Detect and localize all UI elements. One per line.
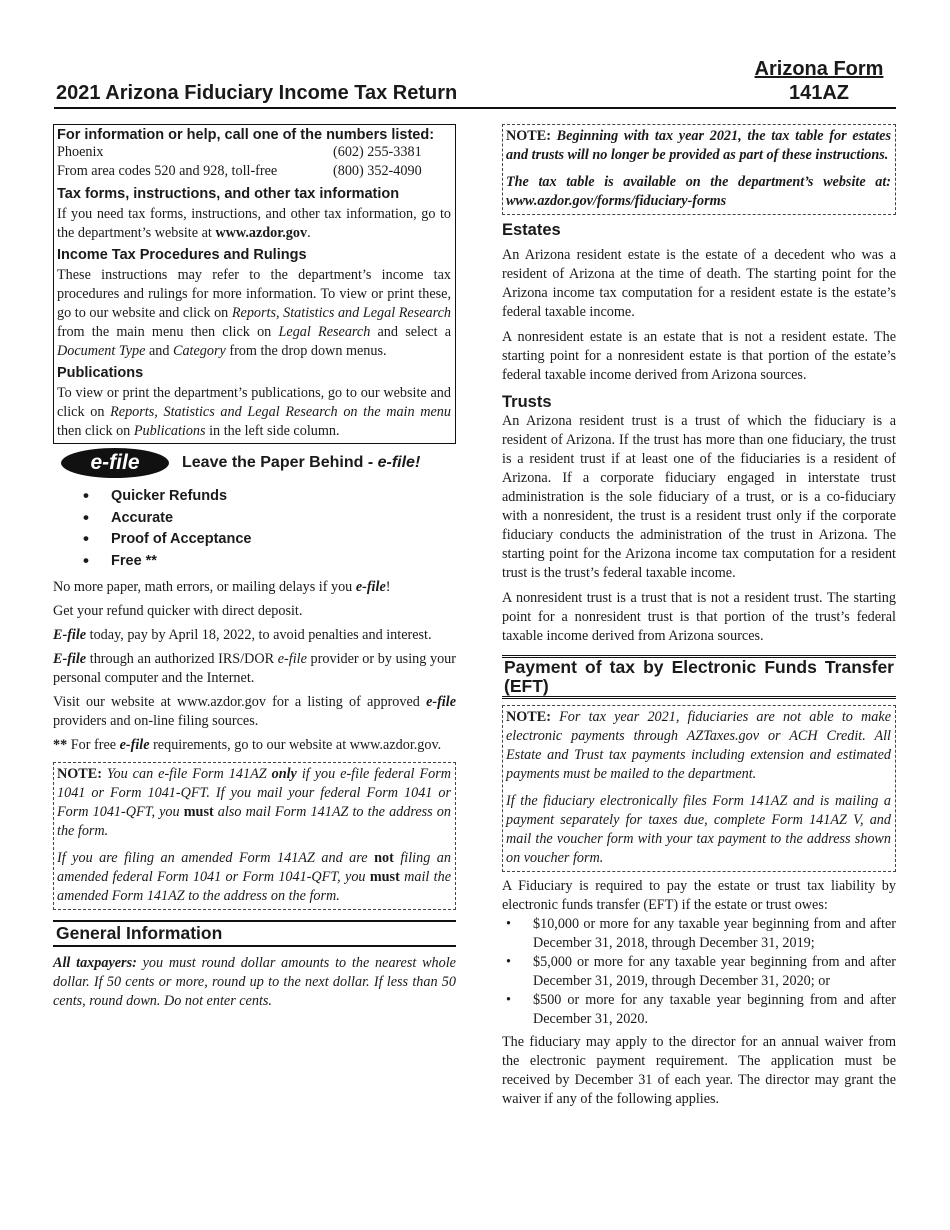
efile-paragraph-5	[53, 693, 456, 731]
efile-paragraph-1	[53, 578, 456, 597]
eft-intro: A Fiduciary is required to pay the estate or trust tax liability by electronic funds transfer (EFT) if the estate or trust owes:	[502, 878, 896, 913]
text: Reports, Statistics and Legal Research	[231, 305, 451, 321]
text: Beginning with tax year 2021, the tax table for estates and trusts will no longer be provided as part of these instructions.	[506, 128, 891, 163]
text: **	[53, 737, 68, 754]
note-paragraph-1	[506, 127, 891, 165]
right-column	[502, 124, 896, 1109]
forms-paragraph	[57, 205, 451, 243]
efile-paragraph-6	[53, 736, 456, 755]
form-number: 141AZ	[788, 82, 850, 104]
text: also mail Form 141AZ to the address on the form.	[57, 804, 451, 840]
list-item: • Proof of Acceptance	[83, 529, 456, 551]
text: requirements, go to our website at www.azdor.gov.	[149, 737, 442, 754]
website-link[interactable]: www.azdor.gov	[215, 225, 308, 241]
general-info-heading-bar	[53, 920, 456, 947]
efile-paragraph-2: Get your refund quicker with direct deposit.	[53, 603, 303, 620]
text: Visit our website at www.azdor.gov for a listing of approved	[53, 694, 427, 711]
text: e-file	[119, 737, 150, 754]
text: Publications	[133, 423, 206, 439]
list-item: • Free **	[83, 551, 456, 573]
note-paragraph-1	[506, 708, 891, 784]
eft-heading: Payment of tax by Electronic Funds Transfer (EFT)	[504, 657, 894, 696]
procedures-heading: Income Tax Procedures and Rulings	[57, 247, 307, 263]
text: Reports, Statistics and Legal Research on the main menu	[110, 404, 451, 420]
efile-note-box	[53, 762, 456, 910]
text: from the drop down menus.	[225, 343, 387, 359]
text: you must round dollar amounts to the nearest whole dollar. If 50 cents or more, round up to the next dollar. If less than 50 cents, round down. Do not enter cents.	[53, 955, 456, 1010]
note-label: NOTE:	[57, 766, 102, 783]
phone-number: (800) 352-4090	[333, 163, 422, 179]
text: E-file	[53, 651, 87, 668]
text: mail the amended Form 141AZ to the address on the form.	[57, 869, 451, 905]
text: filing an amended federal Form 1041 or Form 1041-QFT, you	[57, 850, 451, 886]
text: Legal Research	[278, 324, 371, 340]
text: providers and on-line filing sources.	[53, 713, 259, 730]
tax-table-note-box	[502, 124, 896, 215]
eft-note-box	[502, 705, 896, 872]
trusts-heading: Trusts	[502, 393, 552, 411]
note-label: NOTE:	[506, 128, 551, 144]
trusts-paragraph-2: A nonresident trust is a trust that is not a resident trust. The starting point for a nonresident trust is that portion of the trust’s federal taxable income derived from Arizona sources.	[502, 590, 896, 644]
list-item: • $500 or more for any taxable year beginning from and after December 31, 2020.	[502, 991, 896, 1029]
text: If you are filing an amended Form 141AZ and are	[57, 850, 375, 867]
text: No more paper, math errors, or mailing delays if you	[53, 579, 356, 596]
left-column	[53, 124, 456, 1011]
text: e-file	[355, 579, 386, 596]
text: These instructions may refer to the department’s income tax procedures and rulings for more information. To view or print these, go to our website and click on	[57, 267, 451, 321]
trusts-paragraph-1: An Arizona resident trust is a trust of which the fiduciary is a resident of Arizona. If the trust has more than one fiduciary, the trust is a resident trust if at least one of the fiduciaries is a resident of Arizona. If a corporate fiduciary engaged in interstate trust administration is the sole fiduciary of a trust, or is a co-fiduciary with a nonresident, the trust is a resident trust only if the corporate fiduciary conducts the administration of the trust in Arizona. The starting point for the Arizona income tax computation for a resident trust is the trust’s federal taxable income.	[502, 413, 896, 581]
text: through an authorized IRS/DOR	[86, 651, 278, 668]
form-number-block	[744, 57, 894, 105]
page-title: 2021 Arizona Fiduciary Income Tax Return	[56, 82, 458, 104]
list-item: • Accurate	[83, 508, 456, 530]
efile-paragraph-3	[53, 626, 456, 645]
text: provider or by using your personal computer and the Internet.	[53, 651, 456, 687]
eft-threshold-list	[502, 915, 896, 1029]
note-label: NOTE:	[506, 709, 551, 725]
text: E-file	[53, 627, 87, 644]
procedures-paragraph	[57, 266, 451, 361]
efile-benefits-list	[53, 486, 456, 572]
text: in the left side column.	[205, 423, 340, 439]
phone-number: (602) 255-3381	[333, 144, 422, 160]
text: e-file	[277, 651, 307, 668]
eft-closing: The fiduciary may apply to the director for an annual waiver from the electronic payment requirement. The application must be received by December 31 of each year. The director may grant the waiver if any of the following applies.	[502, 1034, 896, 1107]
text: All taxpayers:	[53, 955, 137, 972]
text: If the fiduciary electronically files Form 141AZ and is mailing a payment separately for taxes due, complete Form 141AZ V, and mail the voucher form with your tax payment to the address shown on voucher form.	[506, 793, 891, 866]
text: Document Type	[57, 343, 146, 359]
form-label: Arizona Form	[754, 58, 884, 80]
publications-paragraph	[57, 384, 451, 441]
phone-label: From area codes 520 and 928, toll-free	[57, 163, 278, 179]
phone-label: Phoenix	[57, 144, 104, 160]
estates-paragraph-2: A nonresident estate is an estate that is not a resident estate. The starting point for a nonresident estate is that portion of the estate’s federal taxable income derived from Arizona sources.	[502, 329, 896, 383]
text: from the main menu then click on	[57, 324, 279, 340]
general-info-heading: General Information	[56, 923, 223, 944]
text: only	[271, 766, 297, 783]
text: if you e-file federal Form 1041 or Form 1041-QFT. If you mail your federal Form 1041 or Form 1041-QFT, you	[57, 766, 451, 821]
eft-heading-bar	[502, 655, 896, 699]
header-divider	[54, 107, 896, 109]
efile-paragraph-4	[53, 650, 456, 688]
text: and	[145, 343, 173, 359]
text: You can e-file Form 141AZ	[101, 766, 272, 783]
estates-heading: Estates	[502, 221, 561, 239]
text: today, pay by April 18, 2022, to avoid penalties and interest.	[86, 627, 432, 644]
text: e-file	[426, 694, 456, 711]
list-item: • Quicker Refunds	[83, 486, 456, 508]
text: not	[374, 850, 394, 867]
text: Leave the Paper Behind -	[182, 454, 378, 471]
phone-row-tollfree	[57, 162, 451, 181]
info-heading: For information or help, call one of the numbers listed:	[57, 127, 435, 143]
note-paragraph-2	[506, 173, 891, 211]
forms-heading: Tax forms, instructions, and other tax information	[57, 186, 400, 202]
text: !	[385, 579, 391, 596]
text: then click on	[57, 423, 134, 439]
text: e-file!	[377, 454, 421, 471]
text: The tax table is available on the department’s website at: www.azdor.gov/forms/fiduciary-forms	[506, 174, 891, 209]
text: Category	[172, 343, 226, 359]
general-info-paragraph	[53, 954, 456, 1011]
text: For free	[67, 737, 120, 754]
text: must	[369, 869, 400, 886]
note-paragraph-1	[57, 765, 451, 841]
text: and select a	[370, 324, 452, 340]
publications-heading: Publications	[57, 365, 144, 381]
info-box	[53, 124, 456, 444]
text: To view or print the department’s publications, go to our website and click on	[57, 385, 451, 420]
efile-logo: e-file	[61, 448, 169, 478]
estates-paragraph-1: An Arizona resident estate is the estate of a decedent who was a resident of Arizona at the time of death. The starting point for the Arizona income tax computation for a resident estate is the estate’s federal taxable income.	[502, 247, 896, 320]
list-item: • $10,000 or more for any taxable year beginning from and after December 31, 2018, through December 31, 2019;	[502, 915, 896, 953]
forms-end: .	[307, 225, 311, 241]
efile-title	[182, 454, 420, 472]
list-item: • $5,000 or more for any taxable year beginning from and after December 31, 2019, through December 31, 2020; or	[502, 953, 896, 991]
phone-row-phoenix	[57, 143, 451, 162]
efile-banner	[53, 448, 456, 478]
note-paragraph-2	[57, 849, 451, 906]
note-paragraph-2	[506, 792, 891, 868]
forms-text: If you need tax forms, instructions, and other tax information, go to the department’s website at	[57, 206, 451, 241]
text: must	[183, 804, 214, 821]
text: For tax year 2021, fiduciaries are not able to make electronic payments through AZTaxes.gov or ACH Credit. All Estate and Trust tax payments including extension and estimated payments must be mailed to the department.	[506, 709, 891, 782]
